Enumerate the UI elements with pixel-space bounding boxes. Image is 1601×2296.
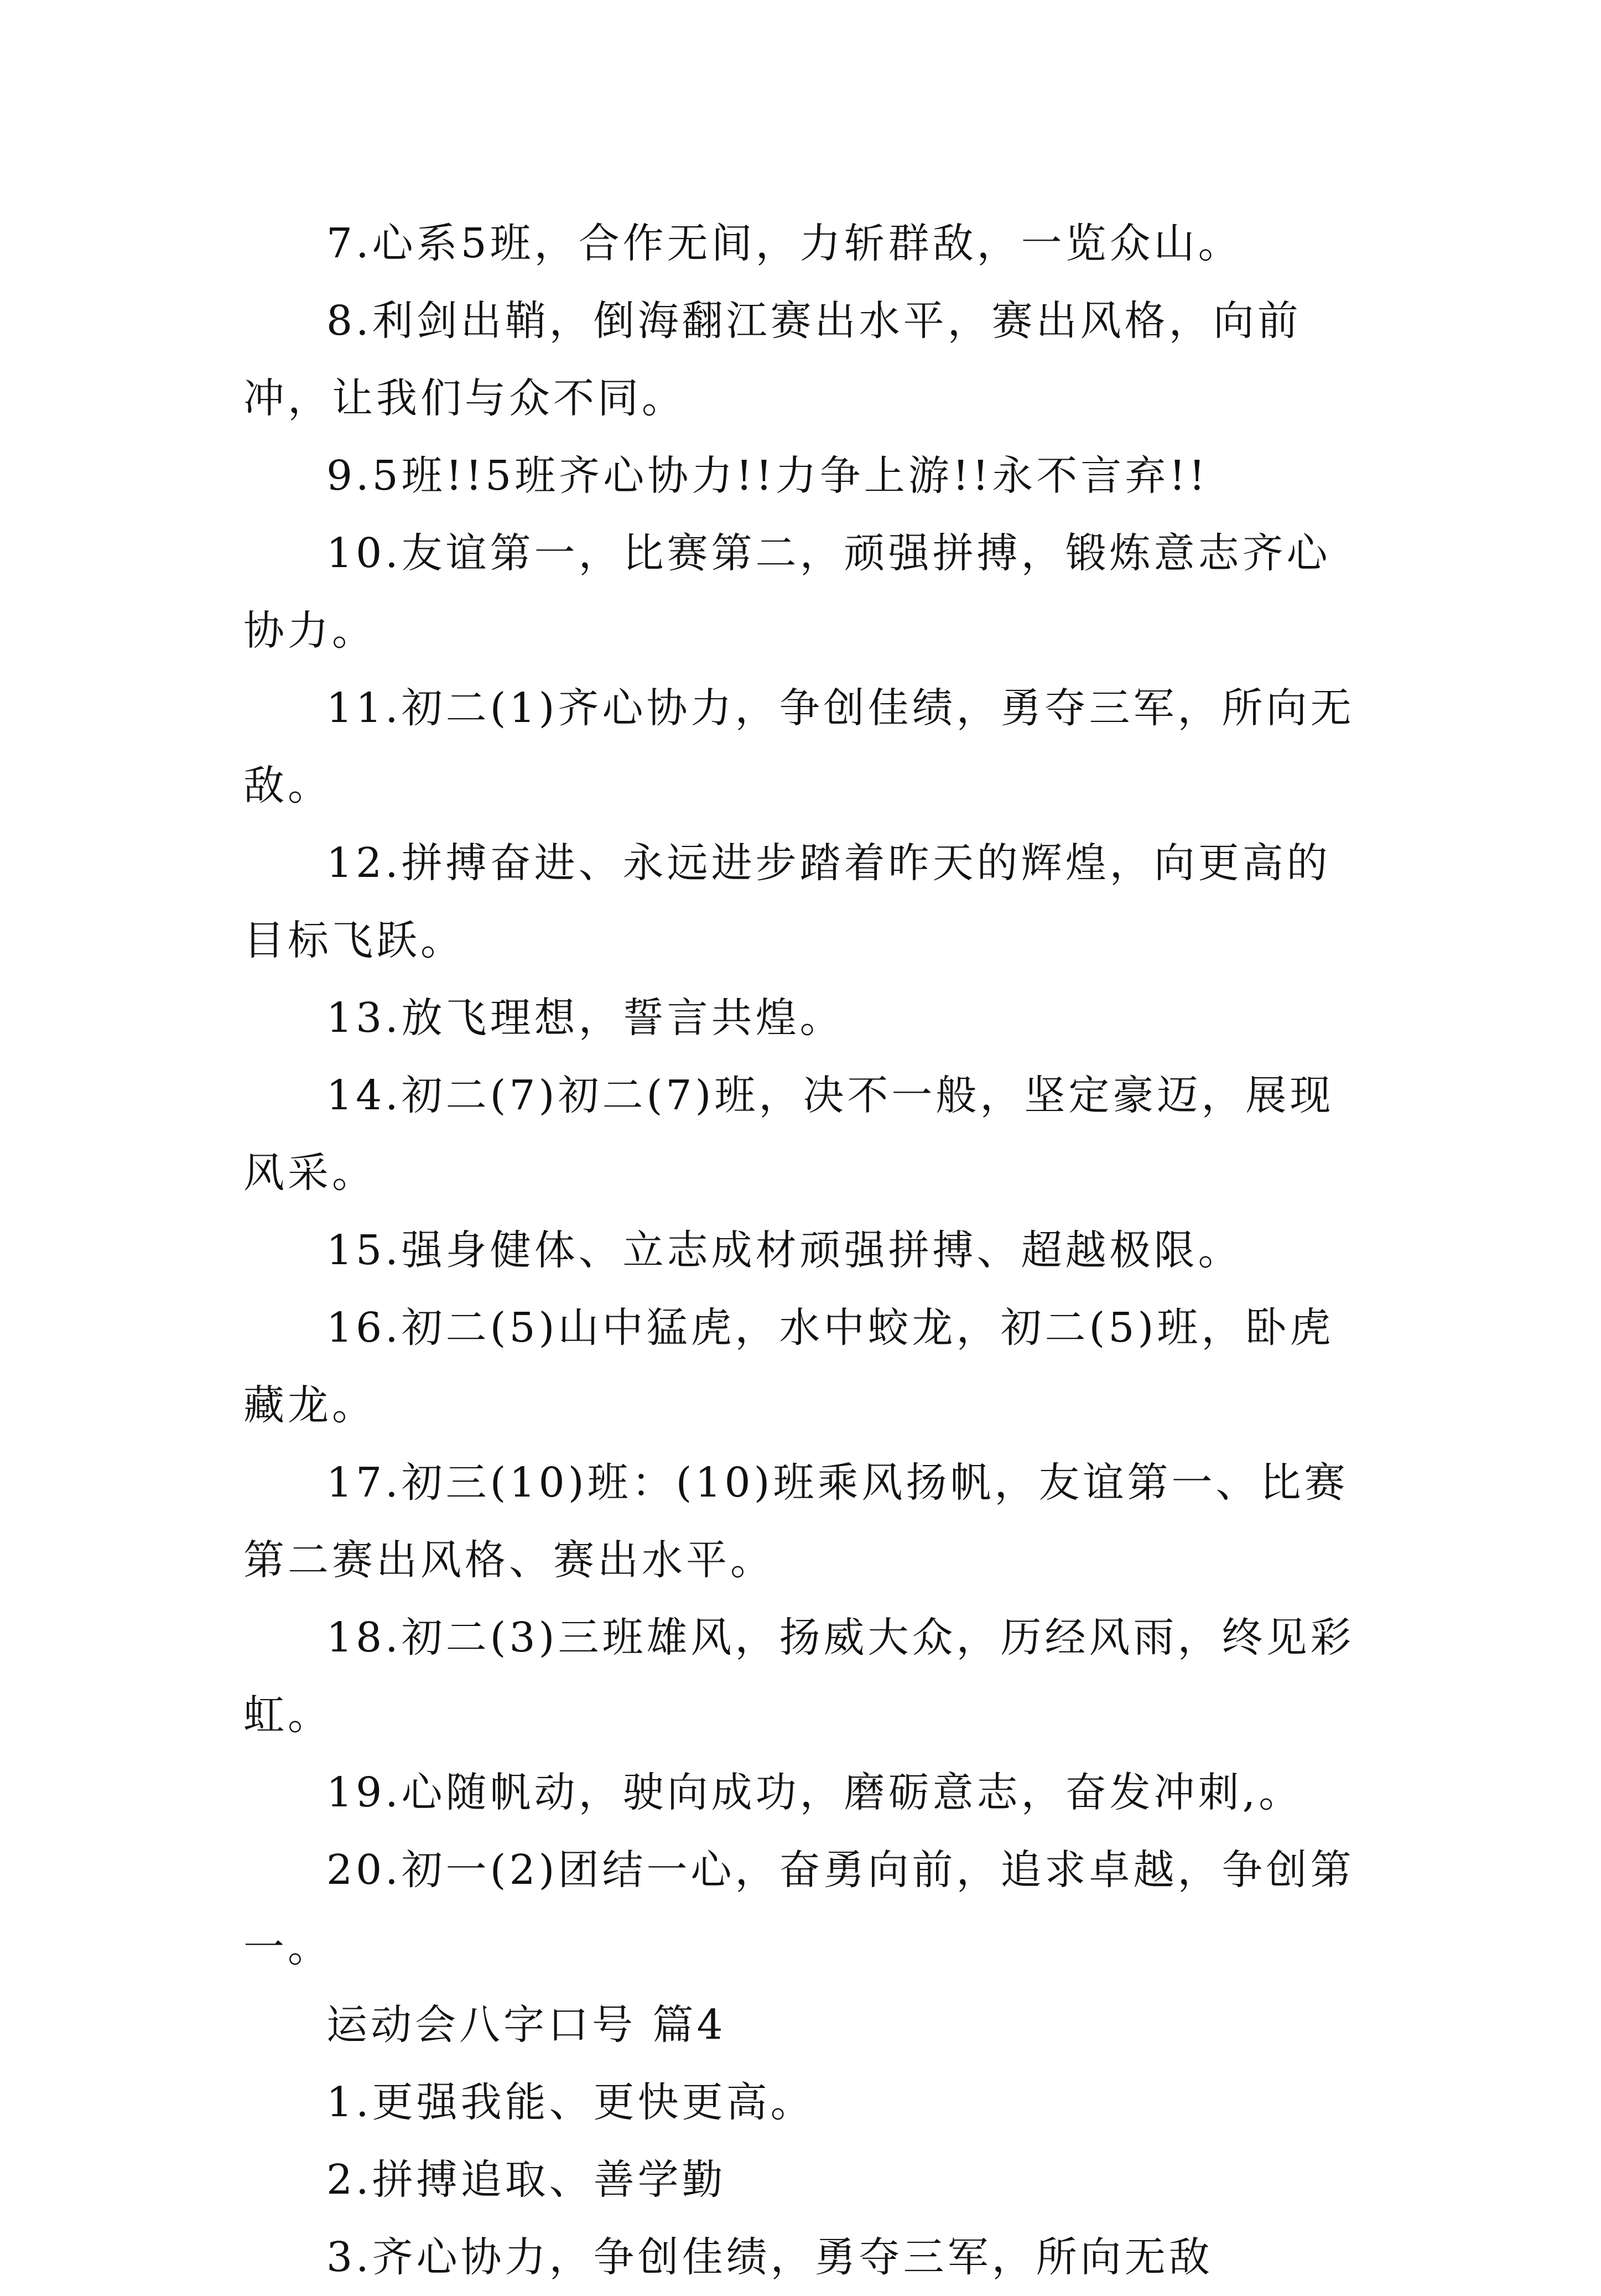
slogan-item-14: 14.初二(7)初二(7)班，决不一般，坚定豪迈，展现风采。: [243, 1072, 1334, 1197]
slogan-item-11: 11.初二(1)齐心协力，争创佳绩，勇夺三军，所向无敌。: [243, 684, 1355, 809]
slogan-item-9: 9.5班!!5班齐心协力!!力争上游!!永不言弃!!: [326, 452, 1209, 500]
slogan-item-12: 12.拼搏奋进、永远进步踏着昨天的辉煌，向更高的目标飞跃。: [243, 839, 1331, 964]
section-item-2: 2.拼搏追取、善学勤: [326, 2156, 726, 2204]
document-body: [243, 205, 1366, 2296]
slogan-item-13: 13.放飞理想，誓言共煌。: [326, 994, 844, 1042]
section-heading: 运动会八字口号 篇4: [326, 2001, 726, 2049]
slogan-item-8: 8.利剑出鞘，倒海翻江赛出水平，赛出风格，向前冲，让我们与众不同。: [243, 297, 1302, 422]
slogan-item-18: 18.初二(3)三班雄风，扬威大众，历经风雨，终见彩虹。: [243, 1614, 1355, 1739]
slogan-item-7: 7.心系5班，合作无间，力斩群敌，一览众山。: [326, 220, 1243, 267]
slogan-item-16: 16.初二(5)山中猛虎，水中蛟龙，初二(5)班，卧虎藏龙。: [243, 1304, 1334, 1429]
section-item-3: 3.齐心协力，争创佳绩，勇夺三军，所向无敌: [326, 2233, 1213, 2281]
section-item-1: 1.更强我能、更快更高。: [326, 2079, 815, 2126]
slogan-item-17: 17.初三(10)班：(10)班乘风扬帆，友谊第一、比赛第二赛出风格、赛出水平。: [243, 1459, 1349, 1584]
slogan-item-10: 10.友谊第一，比赛第二，顽强拼搏，锻炼意志齐心协力。: [243, 529, 1331, 654]
slogan-item-20: 20.初一(2)团结一心，奋勇向前，追求卓越，争创第一。: [243, 1846, 1355, 1971]
slogan-item-15: 15.强身健体、立志成材顽强拼搏、超越极限。: [326, 1227, 1243, 1274]
slogan-item-19: 19.心随帆动，驶向成功，磨砺意志，奋发冲刺,。: [326, 1769, 1303, 1816]
